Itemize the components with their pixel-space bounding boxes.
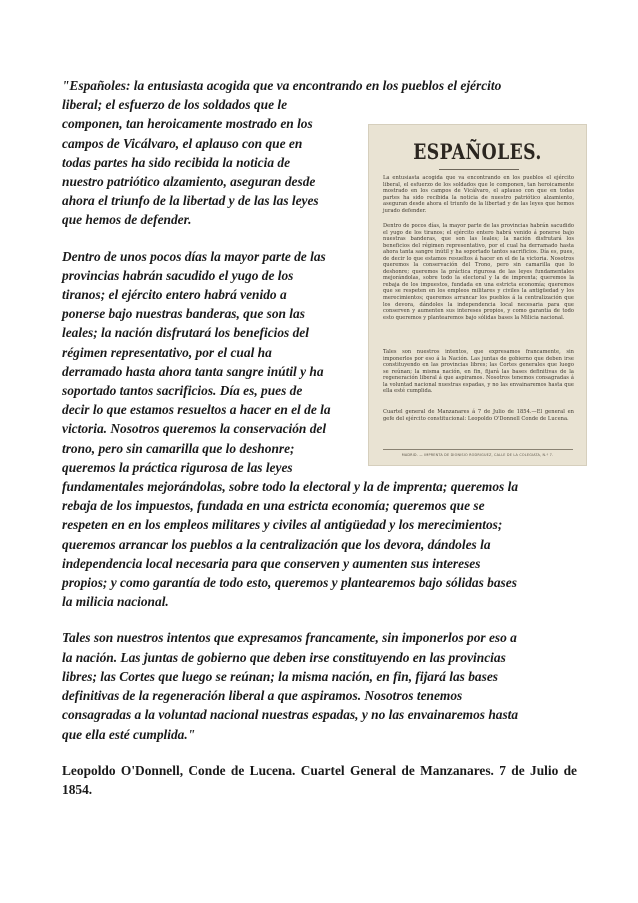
text-line: componen, tan heroicamente mostrado en los: [62, 116, 313, 132]
text-line: rebaja de los impuestos, fundada en una estricta economía; queremos que se: [62, 498, 485, 514]
text-line: campos de Vicálvaro, el aplauso con que en: [62, 135, 303, 151]
text-line: respeten en en los empleos militares y civiles al antigüedad y los merecimientos;: [62, 517, 503, 533]
paragraph-3: [62, 628, 582, 743]
text-line: trono, pero sin camarilla que lo deshonre;: [62, 440, 295, 456]
text-line: nuestro patriótico alzamiento, aseguran desde: [62, 174, 316, 190]
text-line: victoria. Nosotros queremos la conservación del: [62, 421, 327, 437]
text-line: leales; la nación disfrutará los beneficios del: [62, 325, 309, 341]
text-line: queremos la práctica rigurosa de las leyes: [62, 459, 293, 475]
poster-image: [368, 124, 587, 466]
text-line: la nación. Las juntas de gobierno que deben irse constituyendo en las provincias: [62, 649, 506, 665]
text-line: queremos arrancar los pueblos a la centralización que los devora, dándoles la: [62, 536, 491, 552]
text-line: que hemos de defender.: [62, 212, 192, 228]
text-line: liberal; el esfuerzo de los soldados que le: [62, 97, 288, 113]
text-line: libres; las Cortes que luego se reúnan; la misma nación, en fin, fijará las bases: [62, 668, 498, 684]
poster-footer-rule: [383, 449, 573, 450]
text-line: propios; y como garantía de todo esto, queremos y plantearemos bajo sólidas bases: [62, 575, 517, 591]
text-line: independencia local necesaria para que conserven y aumenten sus intereses: [62, 555, 481, 571]
text-line: que ella esté cumplida.": [62, 726, 196, 742]
text-line: ahora el triunfo de la libertad y de las las leyes: [62, 193, 319, 209]
text-line: decir lo que estamos resueltos a hacer en el de la: [62, 402, 331, 418]
text-line: "Españoles: la entusiasta acogida que va encontrando en los pueblos el ejército: [62, 78, 502, 93]
text-line: fundamentales mejorándolas, sobre todo la electoral y la de imprenta; queremos la: [62, 479, 519, 495]
text-line: régimen representativo, por el cual ha: [62, 344, 272, 360]
poster-footer: MADRID. — IMPRENTA DE DIONISIO RODRIGUEZ, CALLE DE LA COLEGIATA, N.º 7.: [401, 453, 554, 457]
text-line: provincias habrán sacudido el yugo de los: [62, 267, 294, 283]
text-line: Tales son nuestros intentos que expresamos francamente, sin imponerlos por eso a: [62, 630, 517, 646]
text-line: tiranos; el ejército entero habrá venido a: [62, 287, 287, 303]
poster-rule: [439, 169, 519, 170]
text-line: definitivas de la regeneración liberal a que aspiramos. Nosotros tenemos: [62, 688, 463, 704]
poster-text-2: Dentro de pocos días, la mayor parte de las provincias habrán sacudido el yugo de los tiranos; el ejército entero habrá venido á ponerse bajo nuestras banderas, que son las leales; la nación disfrutará los beneficios del régimen representativo, por el cual ha derramado hasta ahora tanta sangre inútil y ha soportado tantos sacrificios. Día es, pues, de decir lo que estamos resueltos á hacer en el de la victoria. Nosotros queremos la conservación del Trono, pero sin camarilla que lo deshonre; queremos la práctica rigurosa de las leyes fundamentales mejorándolas, sobre todo la electoral y la de imprenta; queremos la rebaja de los impuestos, fundada en una estricta economía; queremos que se respeten en los empleos militares y civiles la antigüedad y los merecimientos; queremos arrancar los pueblos á la centralización que los devora, dándoles la independencia local necesaria para que conserven y aumenten sus intereses propios, y como garantía de todo esto queremos y plantearemos bajo sólidas bases la Milicia nacional.: [383, 223, 574, 321]
text-line: ponerse bajo nuestras banderas, que son las: [62, 306, 305, 322]
poster-text-1: La entusiasta acogida que va encontrando en los pueblos el ejército liberal, el esfuerzo de los soldados que le componen, tan heroicamente mostrado en los campos de Vicálvaro, el aplauso con que en todas partes ha sido recibida la noticia de nuestro patriótico alzamiento, aseguran desde ahora el triunfo de la libertad y de las leyes que hemos jurado defender.: [383, 175, 574, 214]
text-line: consagradas a la voluntad nacional nuestras espadas, y no las envainaremos hasta: [62, 707, 519, 723]
text-line: todas partes ha sido recibida la noticia de: [62, 154, 291, 170]
text-line: Dentro de unos pocos días la mayor parte de las: [62, 248, 326, 264]
poster-text-4: Cuartel general de Manzanares á 7 de Julio de 1854.—El general en gefe del ejército constitucional: Leopoldo O'Donnell Conde de Lucena.: [383, 409, 574, 422]
poster-text-3: Tales son nuestros intentos, que expresamos francamente, sin imponerlos por eso á la Nación. Las juntas de gobierno que deben irse constituyendo en las provincias libres; las Cortes generales que luego se reúnan; la misma nación, en fin, fijará las bases definitivas de la regeneración liberal á que aspiramos. Nosotros tenemos consagradas á la voluntad nacional nuestras espadas, y no las envainaremos hasta que ella esté cumplida.: [383, 349, 574, 395]
text-line: la milicia nacional.: [62, 594, 169, 610]
text-line: soportado tantos sacrificios. Día es, pues de: [62, 383, 303, 399]
signature: Leopoldo O'Donnell, Conde de Lucena. Cuartel General de Manzanares. 7 de Julio de 1854.: [62, 762, 577, 797]
poster-heading: ESPAÑOLES.: [413, 139, 542, 164]
text-line: derramado hasta ahora tanta sangre inútil y ha: [62, 363, 324, 379]
